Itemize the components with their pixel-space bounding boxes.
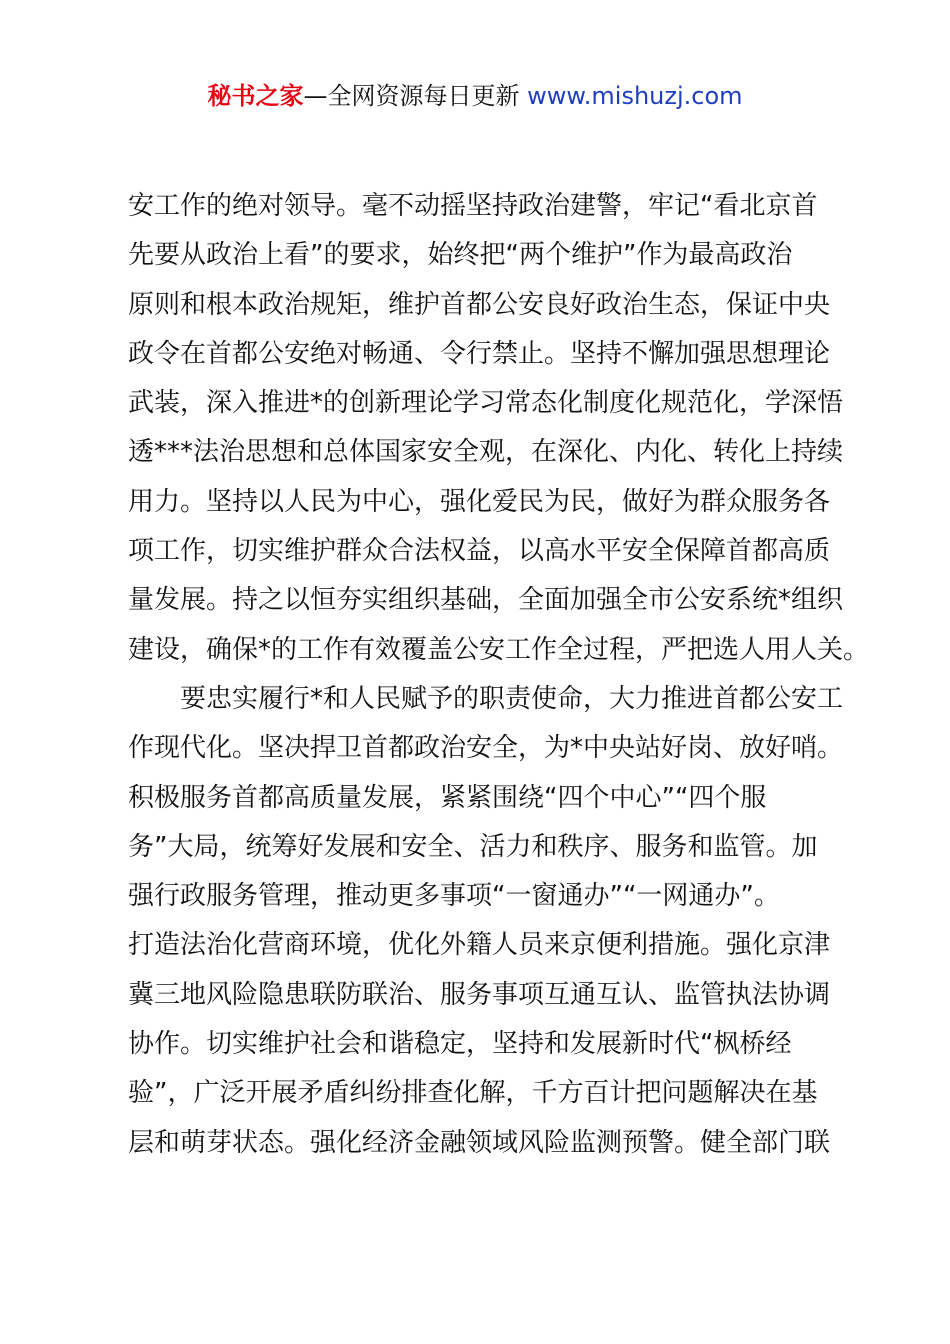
header-url: www.mishuzj.com <box>527 82 743 110</box>
text-line: 打造法治化营商环境，优化外籍人员来京便利措施。强化京津 <box>128 930 831 961</box>
document-body <box>128 182 870 1168</box>
text-line: 安工作的绝对领导。毫不动摇坚持政治建警，牢记“看北京首 <box>128 191 818 221</box>
header-tagline: —全网资源每日更新 <box>303 82 528 110</box>
text-line: 用力。坚持以人民为中心，强化爱民为民，做好为群众服务各 <box>128 486 831 517</box>
text-line: 冀三地风险隐患联防联治、服务事项互通互认、监管执法协调 <box>128 979 831 1010</box>
text-line: 量发展。持之以恒夯实组织基础，全面加强全市公安系统*组织 <box>128 585 844 616</box>
text-line: 验”，广泛开展矛盾纠纷排查化解，千方百计把问题解决在基 <box>128 1078 818 1109</box>
brand-name: 秘书之家 <box>207 82 304 110</box>
text-line: 强行政服务管理，推动更多事项“一窗通办”“一网通办”。 <box>128 881 780 912</box>
text-line: 先要从政治上看”的要求，始终把“两个维护”作为最高政治 <box>128 240 793 271</box>
text-line: 协作。切实维护社会和谐稳定，坚持和发展新时代“枫桥经 <box>128 1029 792 1060</box>
paragraph-first-line: 要忠实履行*和人民赋予的职责使命，大力推进首都公安工 <box>128 683 844 714</box>
text-line: 积极服务首都高质量发展，紧紧围绕“四个中心”“四个服 <box>128 782 767 813</box>
text-line: 层和萌芽状态。强化经济金融领域风险监测预警。健全部门联 <box>128 1127 831 1158</box>
text-line: 武装，深入推进*的创新理论学习常态化制度化规范化，学深悟 <box>128 388 844 419</box>
text-line: 作现代化。坚决捍卫首都政治安全，为*中央站好岗、放好哨。 <box>128 733 844 764</box>
text-line: 务”大局，统筹好发展和安全、活力和秩序、服务和监管。加 <box>128 831 818 862</box>
text-line: 透***法治思想和总体国家安全观，在深化、内化、转化上持续 <box>128 437 844 468</box>
text-line: 项工作，切实维护群众合法权益，以高水平安全保障首都高质 <box>128 536 831 567</box>
text-line: 建设，确保*的工作有效覆盖公安工作全过程，严把选人用人关。 <box>128 634 870 665</box>
text-line: 原则和根本政治规矩，维护首都公安良好政治生态，保证中央 <box>128 289 831 320</box>
page-header <box>0 80 950 112</box>
text-line: 政令在首都公安绝对畅通、令行禁止。坚持不懈加强思想理论 <box>128 338 831 369</box>
